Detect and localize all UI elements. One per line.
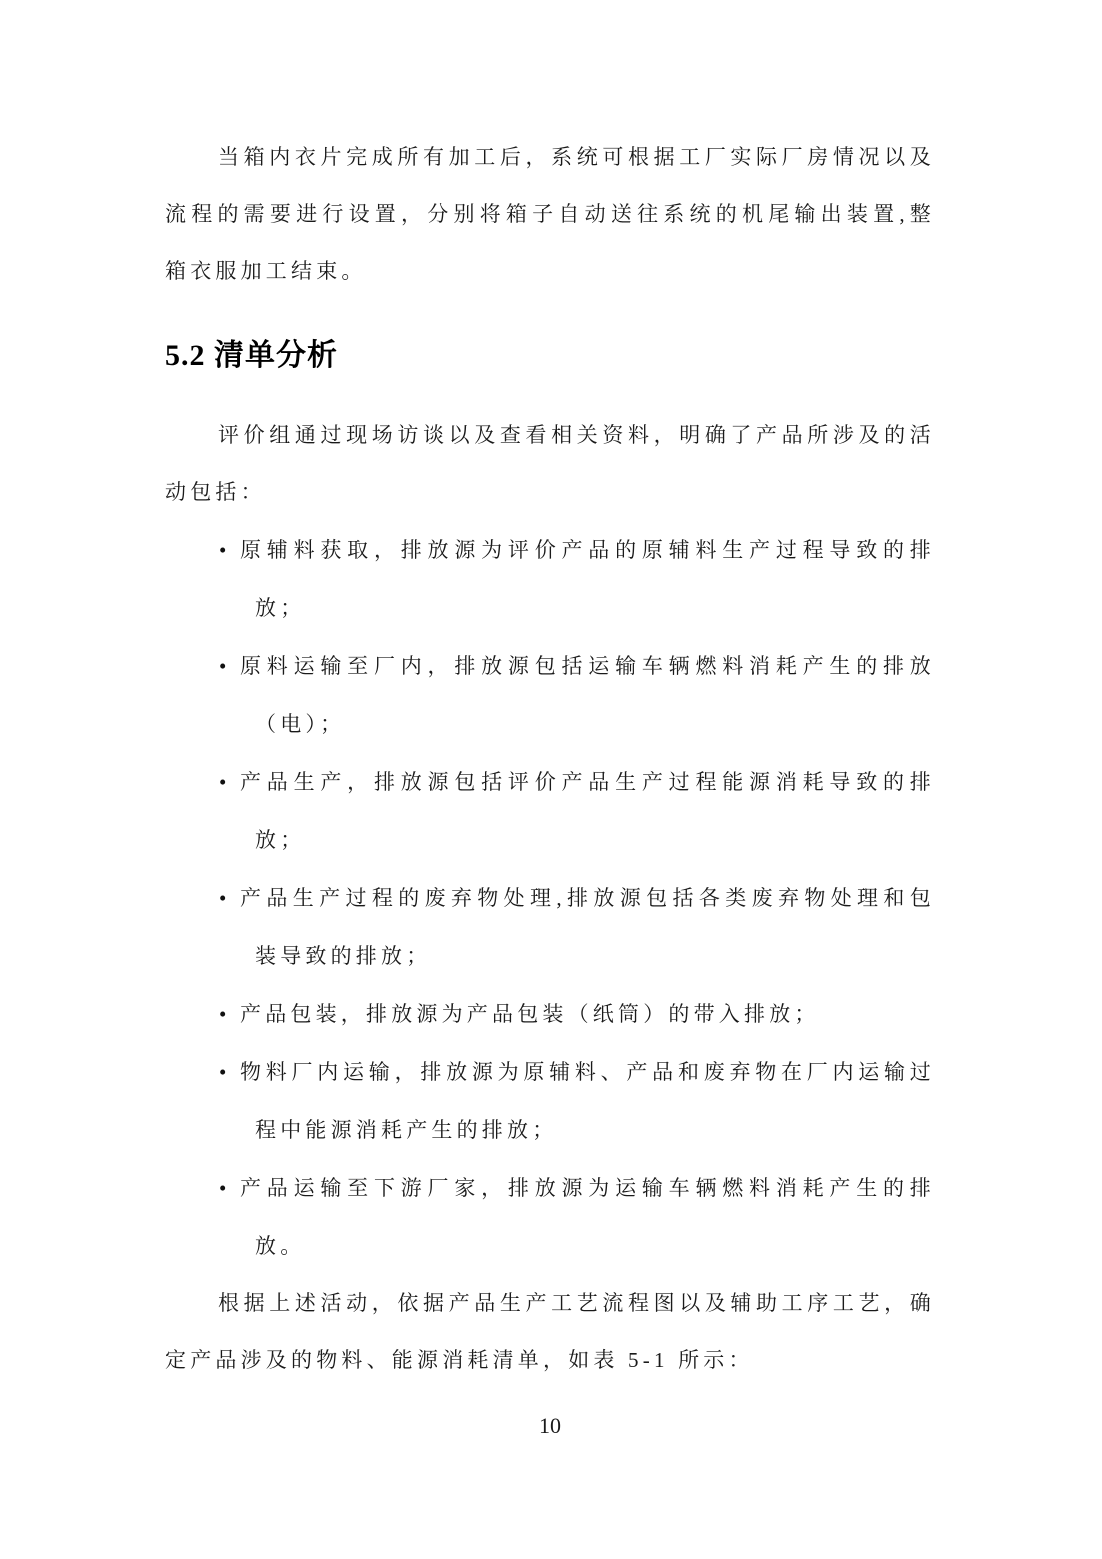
- text-line: 产品包装，排放源为产品包装（纸筒）的带入排放；: [240, 1002, 820, 1026]
- list-item: [165, 521, 935, 637]
- text-line: 流程的需要进行设置，分别将箱子自动送往系统的机尾输出装置,整: [165, 202, 935, 226]
- text-line: 产品运输至下游厂家，排放源为运输车辆燃料消耗产生的排: [240, 1176, 935, 1200]
- bullet-icon: •: [219, 538, 227, 562]
- text-line: 产品生产，排放源包括评价产品生产过程能源消耗导致的排: [240, 770, 935, 794]
- bullet-icon: •: [219, 654, 227, 678]
- text-line: 定产品涉及的物料、能源消耗清单，如表 5-1 所示：: [165, 1348, 754, 1372]
- list-item: [165, 985, 935, 1043]
- bullet-icon: •: [219, 770, 227, 794]
- paragraph-intro: [165, 129, 935, 300]
- text-line: 箱衣服加工结束。: [165, 259, 367, 283]
- list-item: [165, 753, 935, 869]
- text-line: 放；: [255, 596, 306, 620]
- bullet-icon: •: [219, 1002, 227, 1026]
- section-heading: 5.2 清单分析: [165, 339, 338, 372]
- list-item: [165, 869, 935, 985]
- text-line: 放；: [255, 828, 306, 852]
- bullet-list: [165, 521, 935, 1275]
- bullet-icon: •: [219, 1060, 227, 1084]
- text-line: 评价组通过现场访谈以及查看相关资料，明确了产品所涉及的活: [218, 423, 935, 447]
- bullet-icon: •: [219, 886, 227, 910]
- list-item: [165, 1043, 935, 1159]
- list-item: [165, 1159, 935, 1275]
- text-line: 放。: [255, 1234, 306, 1258]
- paragraph-closing: [165, 1275, 935, 1389]
- text-line: 程中能源消耗产生的排放；: [255, 1118, 558, 1142]
- text-line: （电）；: [255, 712, 346, 736]
- text-line: 根据上述活动，依据产品生产工艺流程图以及辅助工序工艺，确: [218, 1291, 935, 1315]
- page-number: 10: [539, 1413, 561, 1438]
- text-line: 当箱内衣片完成所有加工后，系统可根据工厂实际厂房情况以及: [218, 145, 935, 169]
- text-line: 原辅料获取，排放源为评价产品的原辅料生产过程导致的排: [240, 538, 935, 562]
- text-line: 物料厂内运输，排放源为原辅料、产品和废弃物在厂内运输过: [240, 1060, 935, 1084]
- paragraph-lead-in: [165, 407, 935, 521]
- text-line: 原料运输至厂内，排放源包括运输车辆燃料消耗产生的排放: [240, 654, 935, 678]
- text-line: 产品生产过程的废弃物处理,排放源包括各类废弃物处理和包: [240, 886, 935, 910]
- text-line: 动包括：: [165, 480, 266, 504]
- list-item: [165, 637, 935, 753]
- bullet-icon: •: [219, 1176, 227, 1200]
- text-line: 装导致的排放；: [255, 944, 432, 968]
